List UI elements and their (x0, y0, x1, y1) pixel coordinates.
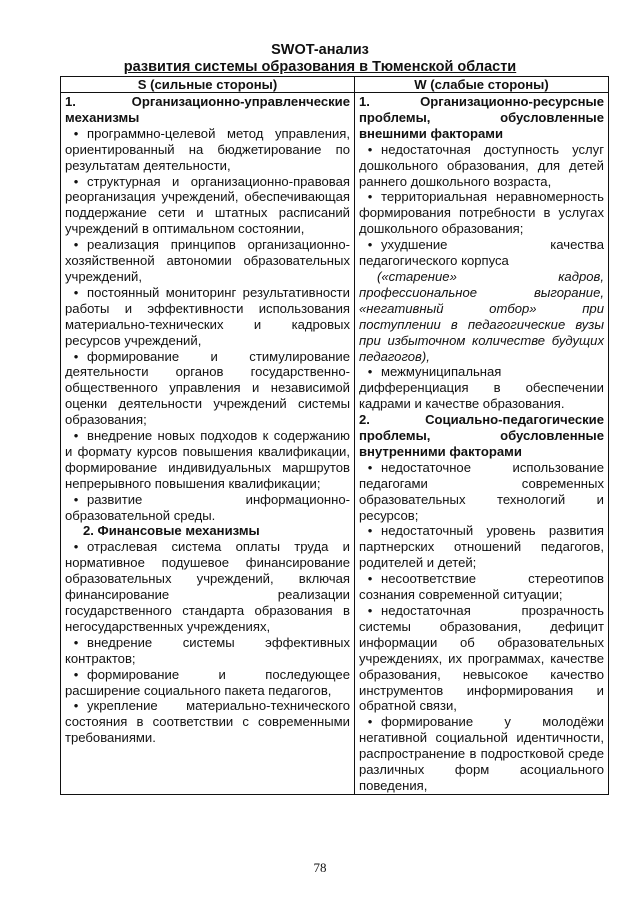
list-item: • несоответствие стереотипов сознания современной ситуации; (359, 571, 604, 603)
page-number: 78 (313, 860, 327, 875)
list-item: • недостаточная прозрачность системы образования, дефицит информации об образовательных учреждениях, их программах, качестве образования, невысокое качество инструментов информирования и обратной связи, (359, 603, 604, 714)
title-line-2: развития системы образования в Тюменской области (123, 59, 517, 75)
list-item: • отраслевая система оплаты труда и нормативное подушевое финансирование образовательных учреждений, включая финансирование реализации государственного стандарта образования в негосударственных учреждениях, (65, 539, 350, 634)
list-item: • реализация принципов организационно-хозяйственной автономии образовательных учреждений, (65, 237, 350, 284)
document-title (0, 42, 640, 76)
list-item: • ухудшение качества педагогического корпуса (359, 237, 604, 269)
list-item: • недостаточный уровень развития партнерских отношений педагогов, родителей и детей; (359, 523, 604, 571)
list-item: • укрепление материально-технического состояния в соответствии с современными требованиями. (65, 698, 350, 746)
title-line-1: SWOT-анализ (271, 42, 369, 58)
swot-table (60, 76, 609, 795)
strengths-header: S (сильные стороны) (61, 77, 355, 93)
strengths-section-2-heading: 2. Финансовые механизмы (83, 523, 260, 539)
list-item: • формирование у молодёжи негативной социальной идентичности, распространение в подростковой среде различных форм асоциального поведения, (359, 714, 604, 793)
list-item: • внедрение системы эффективных контрактов; (65, 634, 350, 666)
list-item: • формирование и последующее расширение социального пакета педагогов, (65, 666, 350, 698)
weaknesses-cell (355, 93, 609, 795)
list-item: • формирование и стимулирование деятельности органов государственно-общественного управления и независимой оценки деятельности учреждений системы образования; (65, 348, 350, 428)
list-item: • внедрение новых подходов к содержанию и формату курсов повышения квалификации, формирование индивидуальных маршрутов непрерывного повышения квалификации; (65, 428, 350, 491)
list-item: • программно-целевой метод управления, ориентированный на бюджетирование по результатам деятельности, (65, 125, 350, 173)
strengths-cell (61, 93, 355, 795)
list-item: • недостаточная доступность услуг дошкольного образования, для детей раннего дошкольного возраста, (359, 141, 604, 189)
weaknesses-section-1-heading: 1. Организационно-ресурсные проблемы, обусловленные внешними факторами (359, 94, 604, 141)
weaknesses-header: W (слабые стороны) (355, 77, 609, 93)
list-item: • постоянный мониторинг результативности работы и эффективности использования материально-технических и кадровых ресурсов учреждений, (65, 284, 350, 348)
strengths-section-1-heading: 1. Организационно-управленческие механизмы (65, 94, 350, 125)
list-item: • развитие информационно-образовательной среды. (65, 491, 350, 523)
list-item: • недостаточное использование педагогами современных образовательных технологий и ресурсов; (359, 459, 604, 523)
list-item: • структурная и организационно-правовая реорганизация учреждений, обеспечивающая поддержание сети и штатных расписаний учреждений в оптимальном состоянии, (65, 173, 350, 237)
list-item: • территориальная неравномерность формирования потребности в услугах дошкольного образования; (359, 189, 604, 237)
list-item: • межмуниципальная дифференциация в обеспечении кадрами и качестве образования. (359, 364, 604, 412)
weaknesses-section-2-heading: 2. Социально-педагогические проблемы, обусловленные внутренними факторами (359, 412, 604, 459)
italic-note: («старение» кадров, профессиональное выгорание, «негативный отбор» при поступлении в педагогические вузы при избыточном количестве будущих педагогов), (359, 268, 604, 364)
